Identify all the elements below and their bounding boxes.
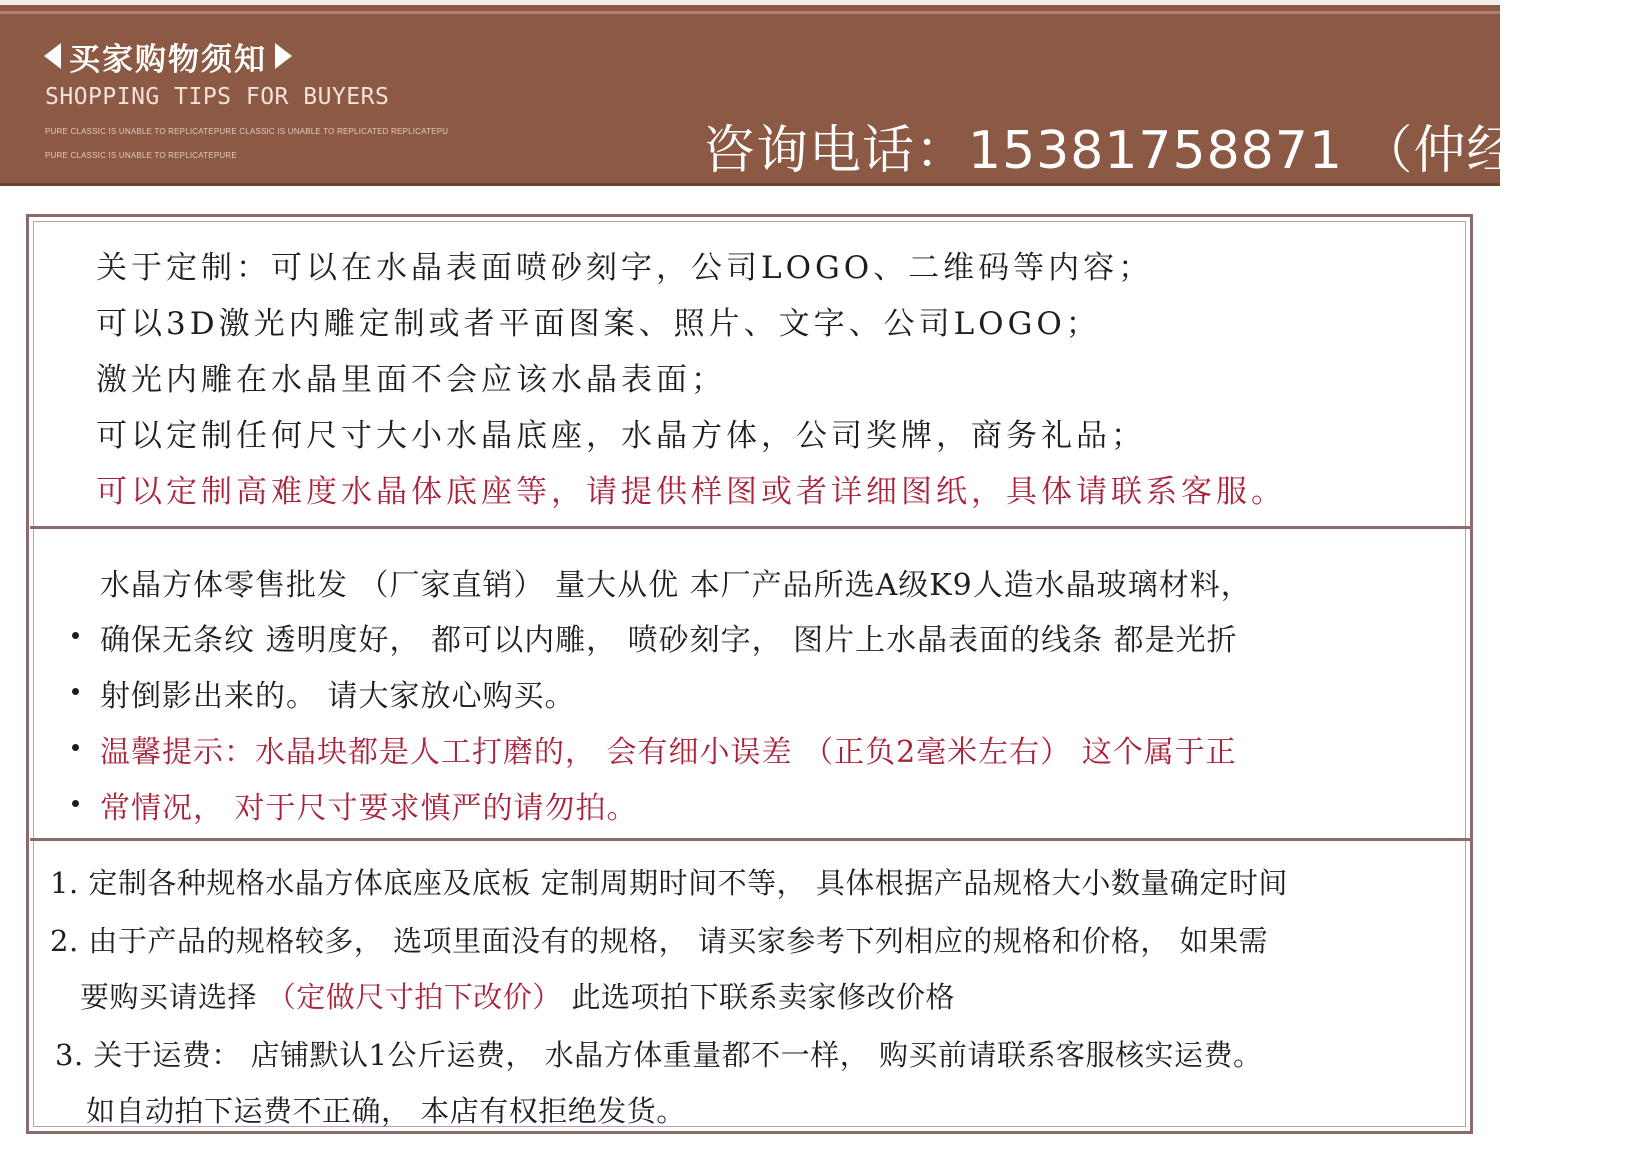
decorative-caption-2: PURE CLASSIC IS UNABLE TO REPLICATEPURE: [45, 151, 237, 160]
bullet-dot: [72, 632, 79, 639]
triangle-right-icon: [275, 43, 292, 69]
custom-size-option-label: （定做尺寸拍下改价）: [266, 980, 562, 1014]
section-title: [44, 36, 292, 76]
custom-info-line-3: 激光内雕在水晶里面不会应该水晶表面；: [96, 362, 726, 398]
custom-info-line-5: 可以定制高难度水晶体底座等，请提供样图或者详细图纸，具体请联系客服。: [96, 474, 1286, 510]
warm-tip-line-2: 常情况， 对于尺寸要求慎严的请勿拍。: [100, 791, 638, 826]
product-info-line-1: 水晶方体零售批发 （厂家直销） 量大从优 本厂产品所选A级K9人造水晶玻璃材料，: [100, 568, 1252, 603]
notice-item-2-prefix: 要购买请选择: [80, 980, 258, 1014]
section-divider-2: [30, 838, 1472, 841]
product-info-line-3: 射倒影出来的。 请大家放心购买。: [100, 679, 576, 714]
decorative-caption-1: PURE CLASSIC IS UNABLE TO REPLICATEPURE CLASSIC IS UNABLE TO REPLICATED REPLICATEPU: [45, 127, 449, 136]
triangle-left-icon: [44, 43, 61, 69]
notice-item-2-suffix: 此选项拍下联系卖家修改价格: [571, 980, 955, 1014]
banner-top-rule: [0, 11, 1500, 14]
section-divider-1: [30, 526, 1472, 529]
bullet-dot: [72, 688, 79, 695]
custom-info-line-2: 可以3D激光内雕定制或者平面图案、照片、文字、公司LOGO；: [96, 306, 1101, 342]
notice-item-1: 1. 定制各种规格水晶方体底座及底板 定制周期时间不等， 具体根据产品规格大小数量确定时间: [50, 866, 1288, 900]
bullet-dot: [72, 744, 79, 751]
notice-item-2-line-1: 2. 由于产品的规格较多， 选项里面没有的规格， 请买家参考下列相应的规格和价格， 如果需: [50, 924, 1269, 958]
bullet-dot: [72, 800, 79, 807]
product-info-line-2: 确保无条纹 透明度好， 都可以内雕， 喷砂刻字， 图片上水晶表面的线条 都是光折: [100, 623, 1238, 658]
custom-info-line-1: 关于定制：可以在水晶表面喷砂刻字，公司LOGO、二维码等内容；: [96, 250, 1154, 286]
notice-item-3-line-1: 3. 关于运费： 店铺默认1公斤运费， 水晶方体重量都不一样， 购买前请联系客服核实运费。: [55, 1038, 1263, 1072]
contact-phone: 咨询电话：15381758871 （仲经理）: [703, 121, 1625, 181]
notice-item-3-line-2: 如自动拍下运费不正确， 本店有权拒绝发货。: [86, 1094, 686, 1128]
page-subtitle: SHOPPING TIPS FOR BUYERS: [45, 84, 390, 110]
custom-info-line-4: 可以定制任何尺寸大小水晶底座，水晶方体，公司奖牌，商务礼品；: [96, 418, 1146, 454]
page-title: 买家购物须知: [69, 41, 267, 78]
warm-tip-line-1: 温馨提示：水晶块都是人工打磨的， 会有细小误差 （正负2毫米左右） 这个属于正: [100, 735, 1237, 770]
notice-item-2-line-2: [80, 975, 955, 1016]
